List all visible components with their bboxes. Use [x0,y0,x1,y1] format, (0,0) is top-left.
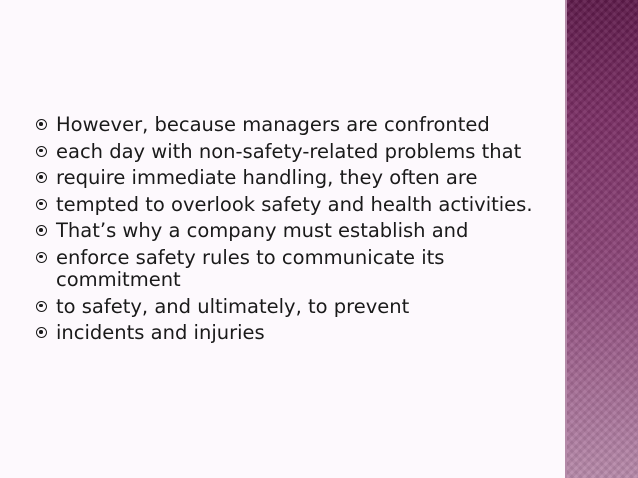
bullet-text: incidents and injuries [56,321,265,344]
bullet-target-icon [36,327,47,338]
list-item [36,247,536,292]
bullet-list [36,114,536,349]
bullet-target-icon [36,225,47,236]
list-item [36,167,536,190]
bullet-text: enforce safety rules to communicate its commitment [56,245,445,291]
bullet-text: tempted to overlook safety and health activities. [56,192,533,216]
list-item [36,194,536,217]
bullet-target-icon [36,199,47,210]
bullet-text: to safety, and ultimately, to prevent [56,294,410,318]
list-item [36,114,536,137]
bullet-text: each day with non-safety-related problems that [56,139,522,163]
list-item [36,141,536,164]
bullet-target-icon [36,301,47,312]
bullet-target-icon [36,146,47,157]
bullet-target-icon [36,172,47,183]
bullet-text: That’s why a company must establish and [56,219,469,242]
bullet-target-icon [36,252,47,263]
bullet-text: require immediate handling, they often are [56,166,478,189]
bullet-target-icon [36,119,47,130]
bullet-text: However, because managers are confronted [56,113,490,136]
list-item [36,220,536,243]
list-item [36,322,536,345]
list-item [36,296,536,319]
decorative-side-band [567,0,638,478]
